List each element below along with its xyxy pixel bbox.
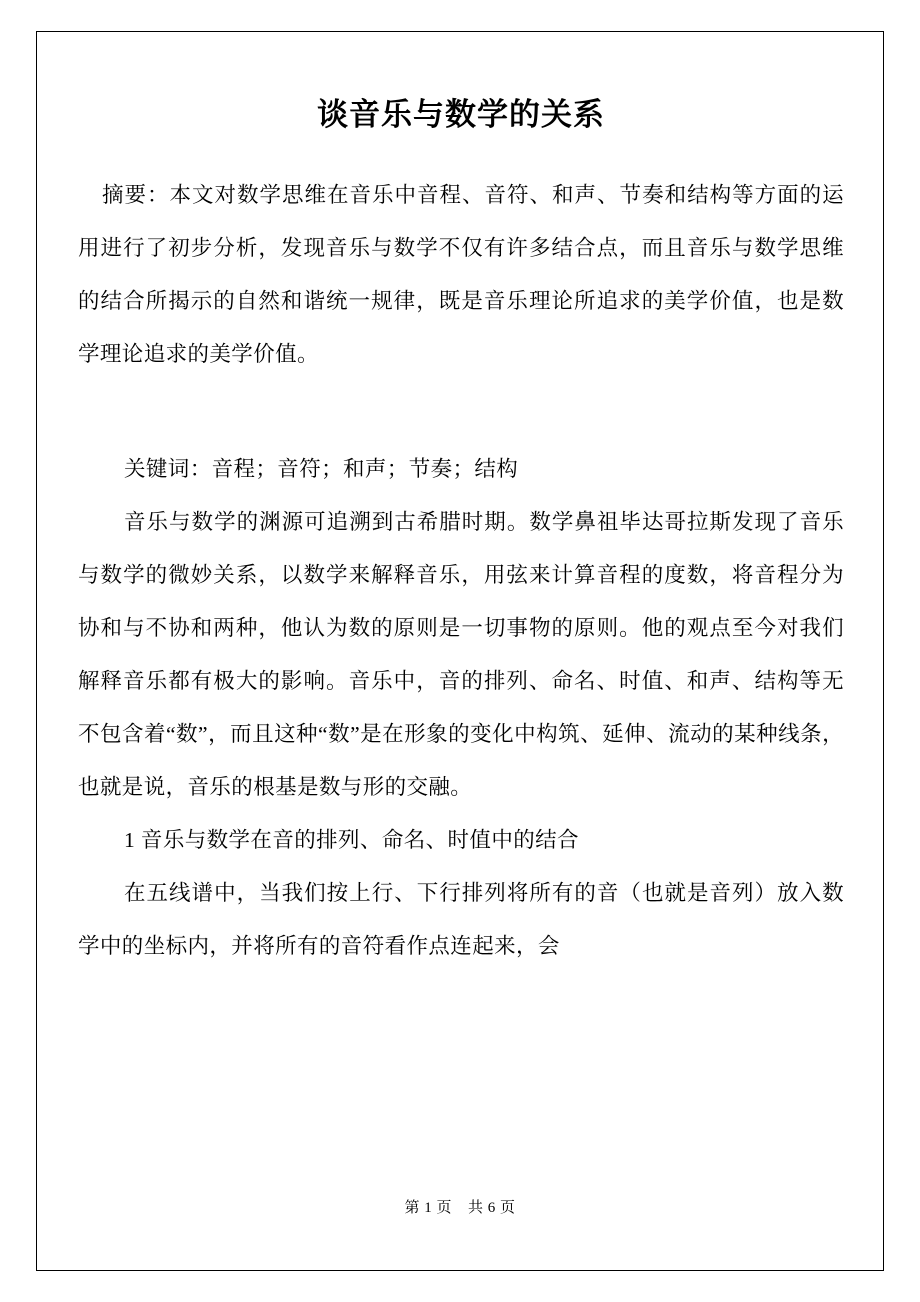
body-paragraph-2: 在五线谱中，当我们按上行、下行排列将所有的音（也就是音列）放入数学中的坐标内，并将所有的音符看作点连起来，会: [78, 881, 844, 959]
document-content: [78, 95, 844, 973]
keywords-paragraph: 关键词：音程；音符；和声；节奏；结构: [124, 457, 519, 482]
abstract-paragraph: 摘要：本文对数学思维在音乐中音程、音符、和声、节奏和结构等方面的运用进行了初步分析，发现音乐与数学不仅有许多结合点，而且音乐与数学思维的结合所揭示的自然和谐统一规律，既是音乐理论所追求的美学价值，也是数学理论追求的美学价值。: [78, 183, 844, 367]
section-heading-1: 1 音乐与数学在音的排列、命名、时值中的结合: [124, 828, 579, 853]
footer-current-page: 第 1 页: [404, 1200, 452, 1216]
page-footer: [0, 1196, 920, 1217]
footer-total-pages: 共 6 页: [468, 1200, 516, 1216]
page-title: 谈音乐与数学的关系: [317, 97, 605, 132]
paragraph-spacer: [78, 381, 844, 443]
body-paragraph-1: 音乐与数学的渊源可追溯到古希腊时期。数学鼻祖毕达哥拉斯发现了音乐与数学的微妙关系，以数学来解释音乐，用弦来计算音程的度数，将音程分为协和与不协和两种，他认为数的原则是一切事物的原则。他的观点至今对我们解释音乐都有极大的影响。音乐中，音的排列、命名、时值、和声、结构等无不包含着“数”，而且这种“数”是在形象的变化中构筑、延伸、流动的某种线条，也就是说，音乐的根基是数与形的交融。: [78, 510, 844, 800]
